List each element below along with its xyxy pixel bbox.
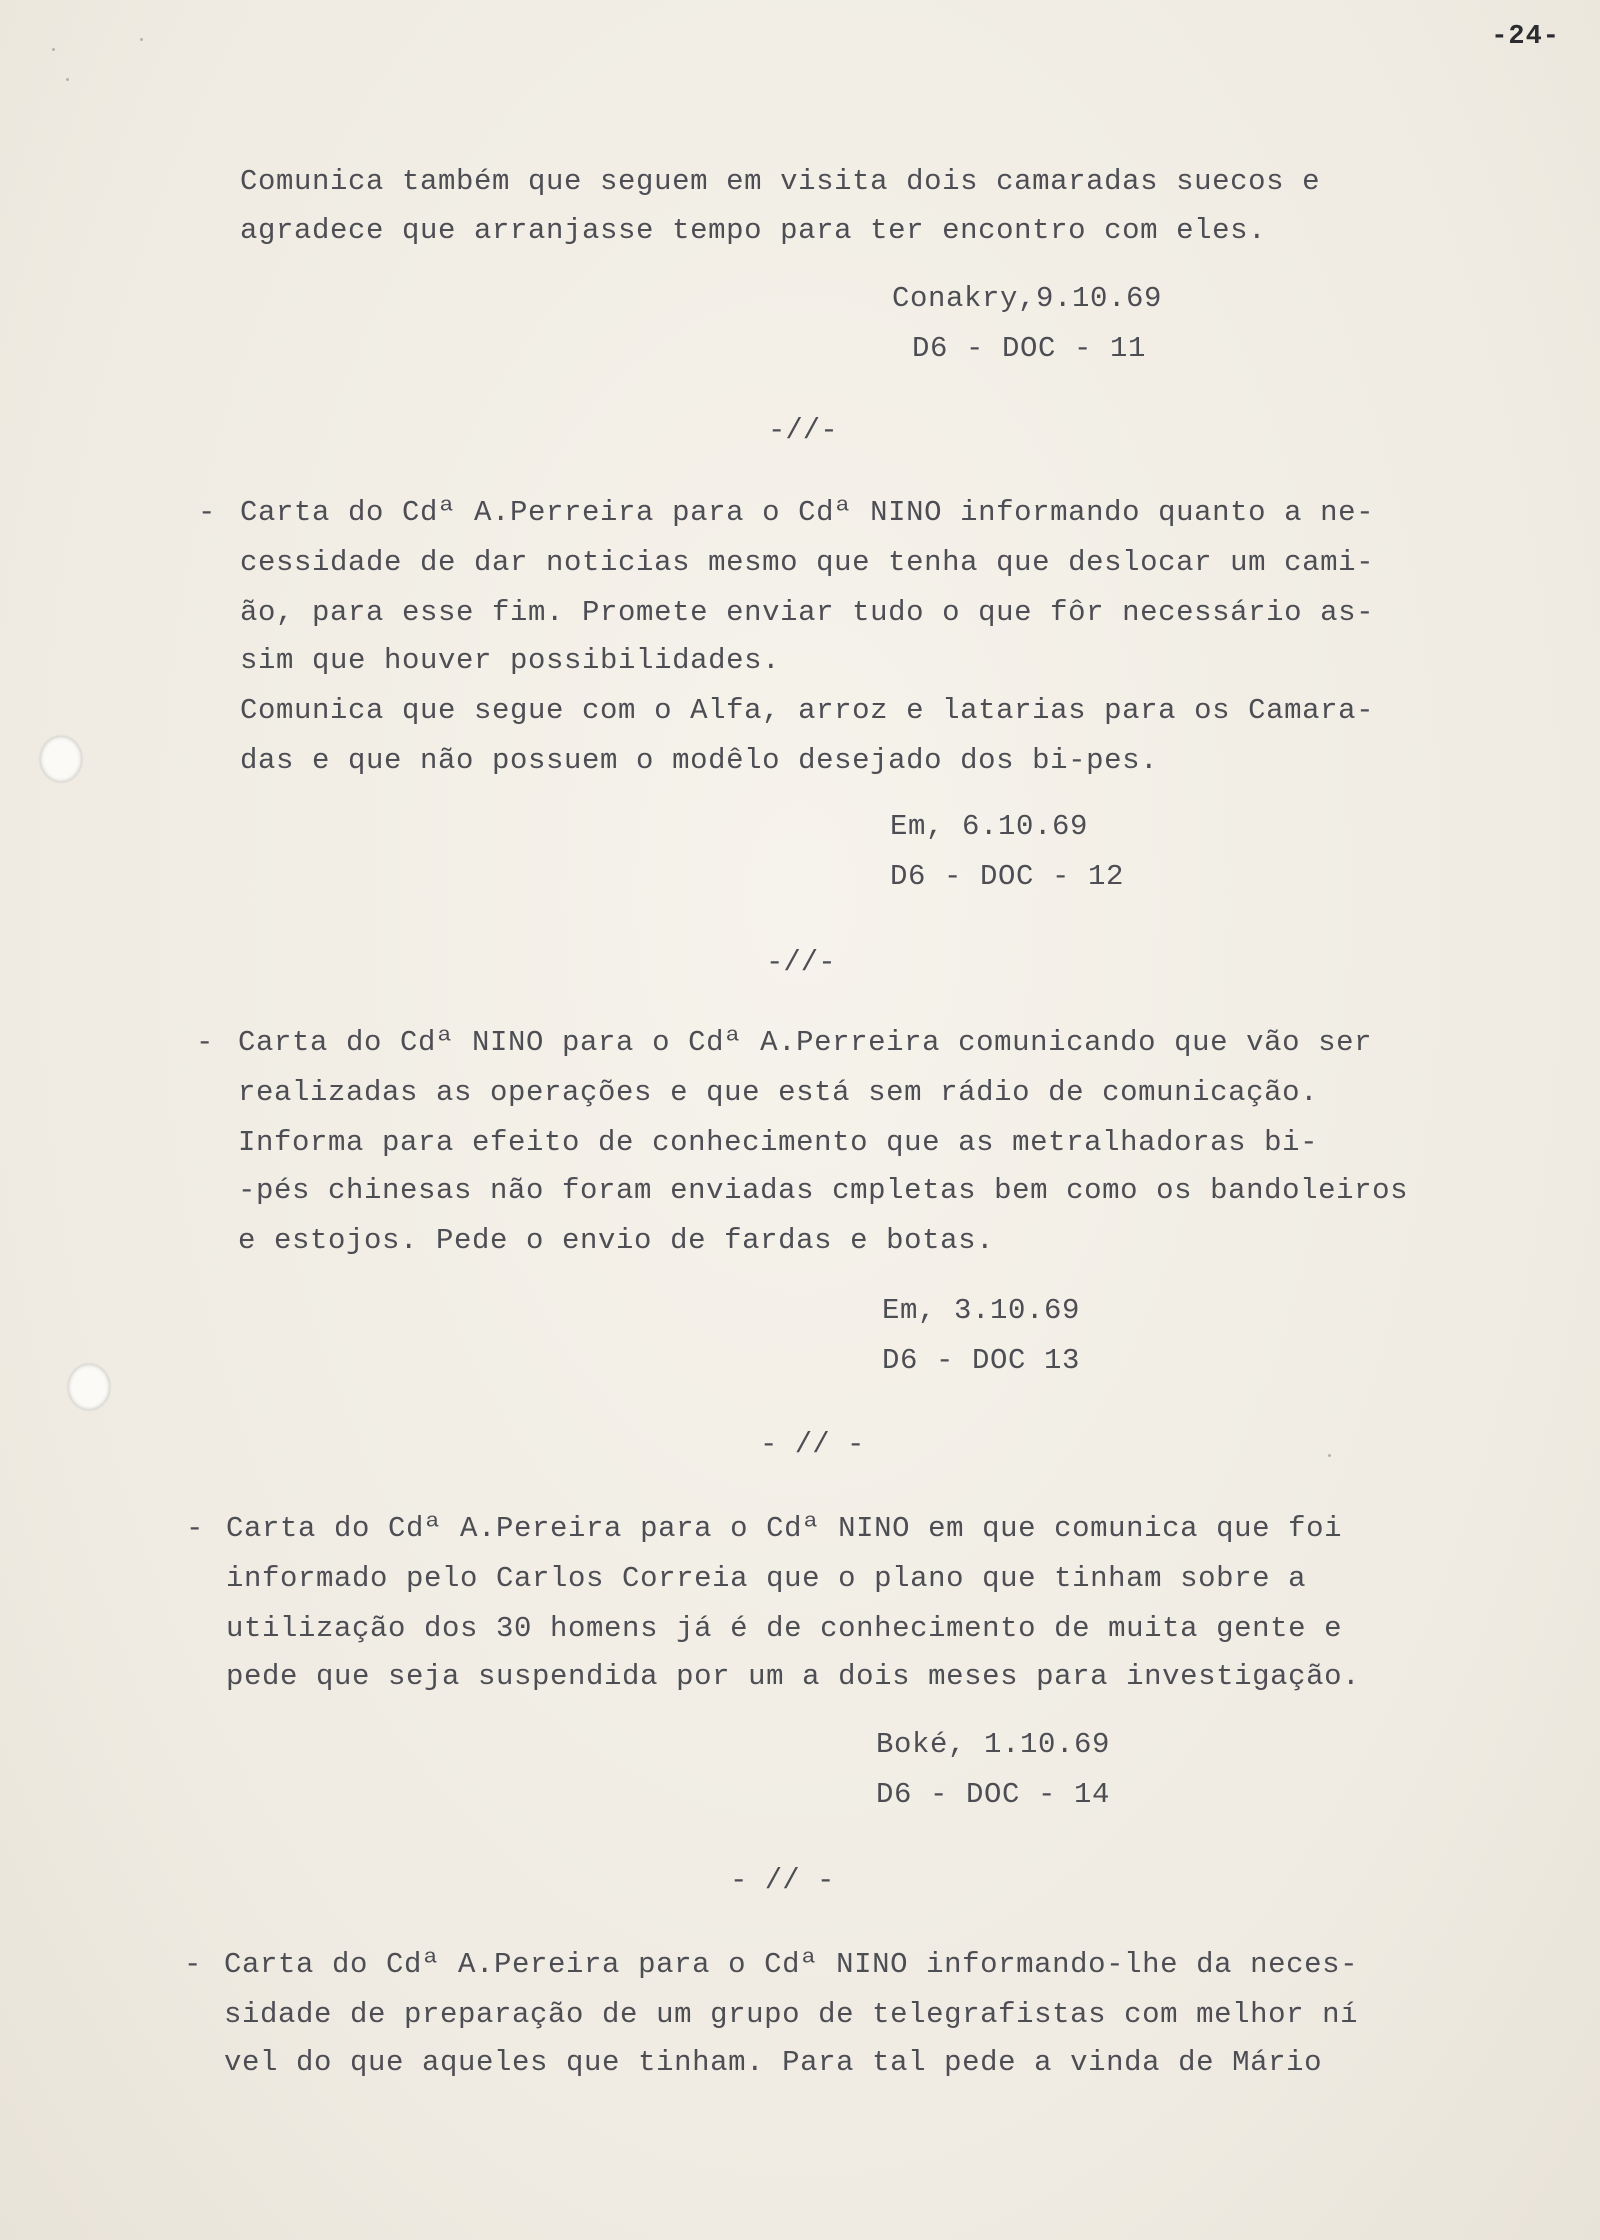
entry-line: realizadas as operações e que está sem rádio de comunicação.: [238, 1076, 1319, 1109]
entry-bullet: -: [184, 1948, 202, 1981]
entry-line: agradece que arranjasse tempo para ter encontro com eles.: [240, 214, 1267, 247]
section-separator: - // -: [760, 1428, 865, 1461]
entry-line: Informa para efeito de conhecimento que as metralhadoras bi-: [238, 1126, 1319, 1159]
paper-speck: [52, 48, 55, 51]
entry-bullet: -: [198, 496, 216, 529]
entry-line: e estojos. Pede o envio de fardas e botas.: [238, 1224, 995, 1257]
entry-bullet: -: [186, 1512, 204, 1545]
paper-speck: [66, 78, 69, 81]
entry-line: Carta do Cdª A.Pereira para o Cdª NINO em que comunica que foi: [226, 1512, 1343, 1545]
paper-speck: [1328, 1454, 1331, 1457]
entry-line: Carta do Cdª A.Pereira para o Cdª NINO informando-lhe da neces-: [224, 1948, 1359, 1981]
entry-line: Carta do Cdª NINO para o Cdª A.Perreira comunicando que vão ser: [238, 1026, 1373, 1059]
doc-reference: D6 - DOC - 11: [912, 332, 1147, 365]
page-number: -24-: [1491, 22, 1560, 52]
entry-line: utilização dos 30 homens já é de conhecimento de muita gente e: [226, 1612, 1343, 1645]
entry-line: cessidade de dar noticias mesmo que tenha que deslocar um cami-: [240, 546, 1375, 579]
entry-line: ão, para esse fim. Promete enviar tudo o que fôr necessário as-: [240, 596, 1375, 629]
place-date: Em, 6.10.69: [890, 810, 1089, 843]
entry-line: Comunica também que seguem em visita dois camaradas suecos e: [240, 165, 1321, 198]
entry-line: Carta do Cdª A.Perreira para o Cdª NINO informando quanto a ne-: [240, 496, 1375, 529]
punch-hole-top: [40, 736, 82, 782]
entry-line: sidade de preparação de um grupo de telegrafistas com melhor ní: [224, 1998, 1359, 2031]
place-date: Em, 3.10.69: [882, 1294, 1081, 1327]
place-date: Boké, 1.10.69: [876, 1728, 1111, 1761]
entry-line: Comunica que segue com o Alfa, arroz e latarias para os Camara-: [240, 694, 1375, 727]
section-separator: - // -: [730, 1864, 835, 1897]
punch-hole-bottom: [68, 1364, 110, 1410]
entry-line: pede que seja suspendida por um a dois meses para investigação.: [226, 1660, 1361, 1693]
entry-line: -pés chinesas não foram enviadas cmpletas bem como os bandoleiros: [238, 1174, 1409, 1207]
entry-line: informado pelo Carlos Correia que o plano que tinham sobre a: [226, 1562, 1307, 1595]
entry-line: das e que não possuem o modêlo desejado dos bi-pes.: [240, 744, 1159, 777]
entry-line: sim que houver possibilidades.: [240, 644, 781, 677]
doc-reference: D6 - DOC - 12: [890, 860, 1125, 893]
doc-reference: D6 - DOC - 14: [876, 1778, 1111, 1811]
section-separator: -//-: [768, 414, 838, 447]
doc-reference: D6 - DOC 13: [882, 1344, 1081, 1377]
place-date: Conakry,9.10.69: [892, 282, 1163, 315]
entry-line: vel do que aqueles que tinham. Para tal pede a vinda de Mário: [224, 2046, 1323, 2079]
entry-bullet: -: [196, 1026, 214, 1059]
section-separator: -//-: [766, 946, 836, 979]
paper-speck: [140, 38, 143, 41]
